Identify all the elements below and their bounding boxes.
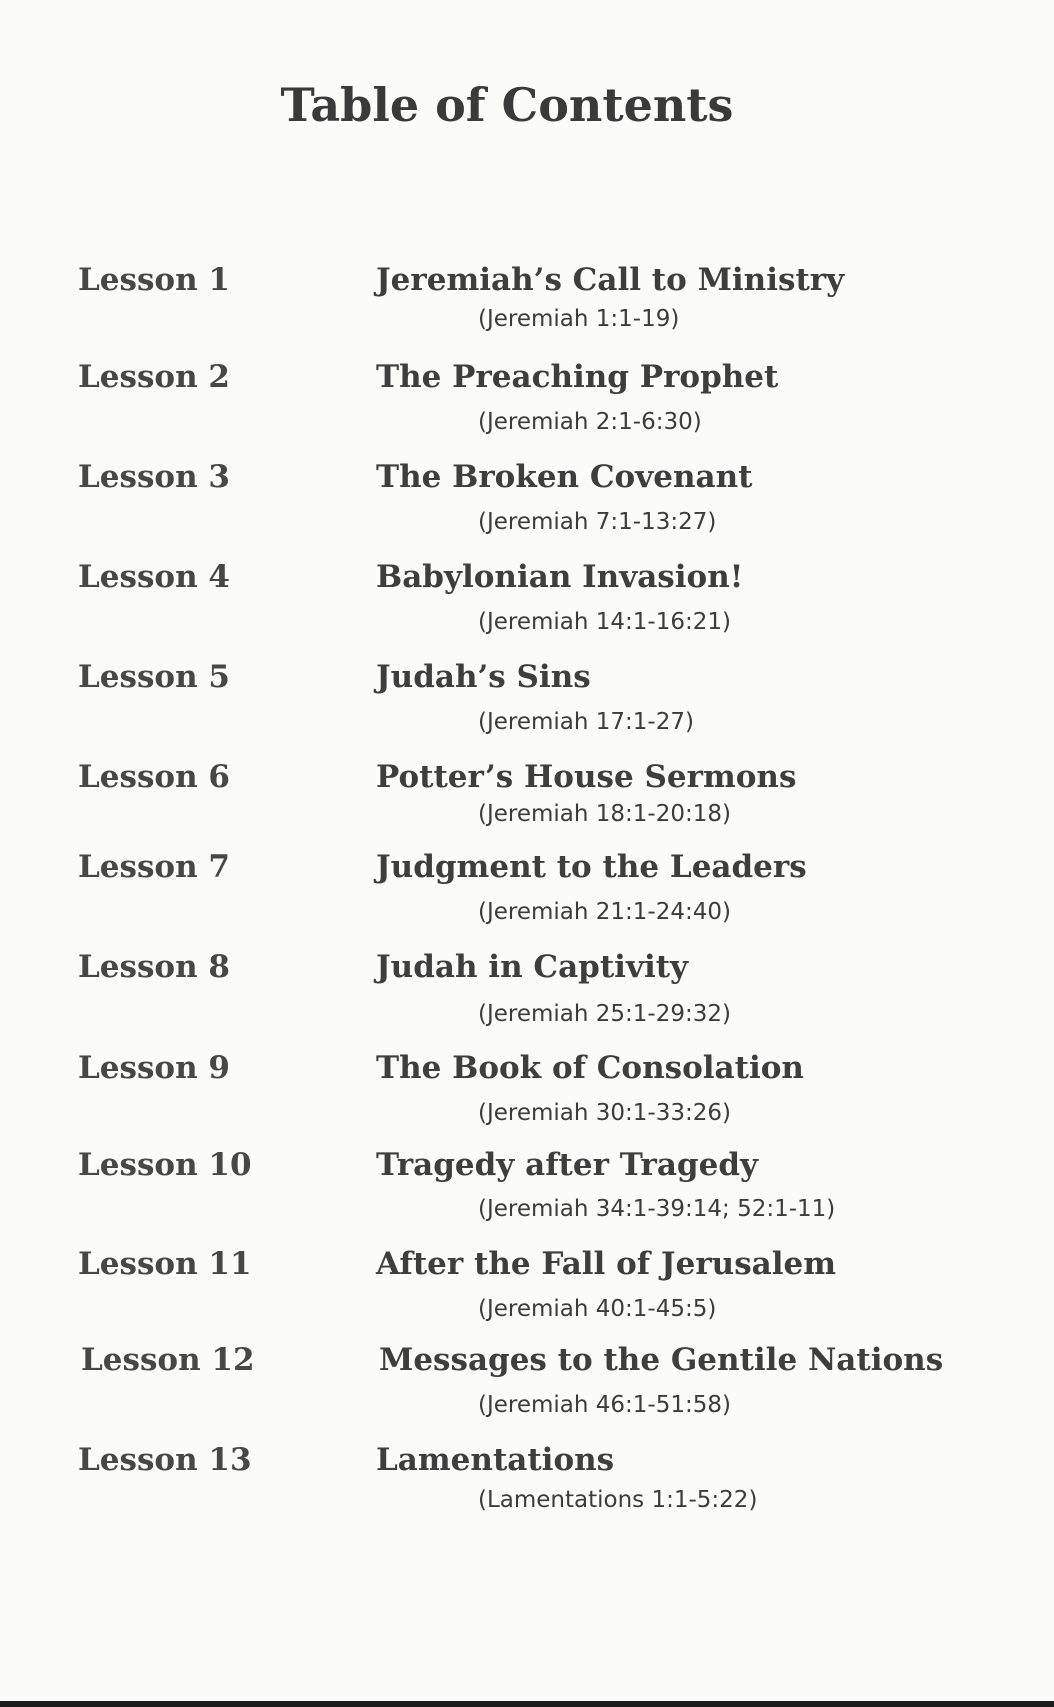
lesson-title: The Book of Consolation: [376, 1050, 804, 1086]
scripture-reference: (Jeremiah 1:1-19): [478, 306, 680, 332]
scripture-reference: (Jeremiah 2:1-6:30): [478, 409, 702, 435]
lesson-number: Lesson 13: [78, 1442, 252, 1478]
lesson-number: Lesson 12: [81, 1342, 255, 1378]
scripture-reference: (Jeremiah 18:1-20:18): [478, 801, 731, 827]
lesson-number: Lesson 2: [78, 359, 231, 395]
lesson-title: After the Fall of Jerusalem: [376, 1246, 837, 1282]
lesson-title: Jeremiah’s Call to Ministry: [376, 262, 845, 298]
page-bottom-edge: [0, 1701, 1054, 1707]
lesson-title: The Broken Covenant: [376, 459, 753, 495]
page-title: Table of Contents: [280, 78, 734, 132]
lesson-number: Lesson 11: [78, 1246, 252, 1282]
lesson-title: Judgment to the Leaders: [376, 849, 807, 885]
lesson-title: Tragedy after Tragedy: [376, 1147, 759, 1183]
lesson-title: Babylonian Invasion!: [376, 559, 744, 595]
scripture-reference: (Jeremiah 40:1-45:5): [478, 1296, 717, 1322]
lesson-title: Judah’s Sins: [376, 659, 591, 695]
lesson-number: Lesson 9: [78, 1050, 231, 1086]
scripture-reference: (Lamentations 1:1-5:22): [478, 1487, 758, 1513]
lesson-number: Lesson 4: [78, 559, 231, 595]
lesson-title: Lamentations: [376, 1442, 615, 1478]
lesson-number: Lesson 5: [78, 659, 231, 695]
lesson-number: Lesson 8: [78, 949, 231, 985]
lesson-number: Lesson 6: [78, 759, 231, 795]
lesson-title: Potter’s House Sermons: [376, 759, 797, 795]
scripture-reference: (Jeremiah 46:1-51:58): [478, 1392, 731, 1418]
scripture-reference: (Jeremiah 34:1-39:14; 52:1-11): [478, 1196, 836, 1222]
scripture-reference: (Jeremiah 21:1-24:40): [478, 899, 731, 925]
lesson-title: Messages to the Gentile Nations: [379, 1342, 944, 1378]
lesson-number: Lesson 1: [78, 262, 231, 298]
lesson-number: Lesson 7: [78, 849, 231, 885]
lesson-title: The Preaching Prophet: [376, 359, 779, 395]
scripture-reference: (Jeremiah 7:1-13:27): [478, 509, 717, 535]
lesson-number: Lesson 3: [78, 459, 231, 495]
scripture-reference: (Jeremiah 25:1-29:32): [478, 1001, 731, 1027]
scripture-reference: (Jeremiah 30:1-33:26): [478, 1100, 731, 1126]
lesson-number: Lesson 10: [78, 1147, 252, 1183]
scripture-reference: (Jeremiah 17:1-27): [478, 709, 694, 735]
lesson-title: Judah in Captivity: [376, 949, 689, 985]
scripture-reference: (Jeremiah 14:1-16:21): [478, 609, 731, 635]
